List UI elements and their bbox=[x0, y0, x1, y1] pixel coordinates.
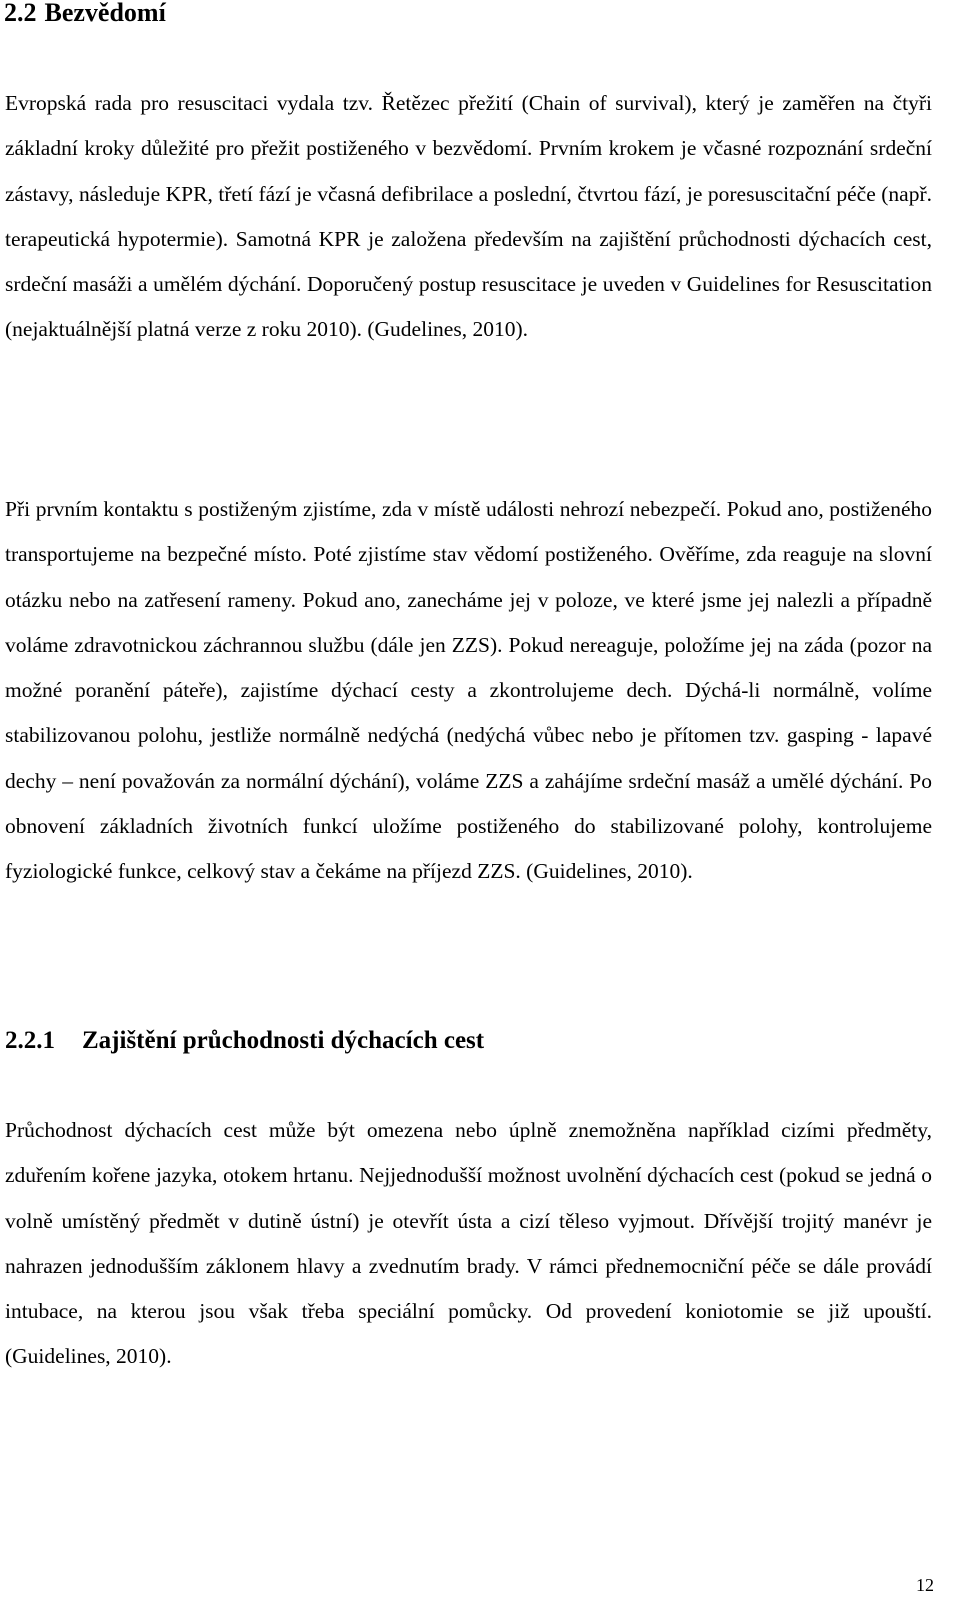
page-number: 12 bbox=[916, 1575, 934, 1595]
subsection-number: 2.2.1 bbox=[5, 1027, 55, 1054]
paragraph-first-contact: Při prvním kontaktu s postiženým zjistíme, zda v místě události nehrozí nebezpečí. Pokud ano, postiženého transportujeme na bezpečné místo. Poté zjistíme stav vědomí postiženého. Ověříme, zda reaguje na slovní otázku nebo na zatřesení rameny. Pokud ano, zanecháme jej v poloze, ve které jsme jej nalezli a případně voláme zdravotnickou záchrannou službu (dále jen ZZS). Pokud nereaguje, položíme jej na záda (pozor na možné poranění páteře), zajistíme dýchací cesty a zkontrolujeme dech. Dýchá-li normálně, volíme stabilizovanou polohu, jestliže normálně nedýchá (nedýchá vůbec nebo je přítomen tzv. gasping - lapavé dechy – není považován za normální dýchání), voláme ZZS a zahájíme srdeční masáž a umělé dýchání. Po obnovení základních životních funkcí uložíme postiženého do stabilizované polohy, kontrolujeme fyziologické funkce, celkový stav a čekáme na příjezd ZZS. (Guidelines, 2010). bbox=[5, 497, 932, 884]
paragraph-airway: Průchodnost dýchacích cest může být omezena nebo úplně znemožněna například cizími předměty, zduřením kořene jazyka, otokem hrtanu. Nejjednodušší možnost uvolnění dýchacích cest (pokud se jedná o volně umístěný předmět v dutině ústní) je otevřít ústa a cizí těleso vyjmout. Dřívější trojitý manévr je nahrazen jednodušším záklonem hlavy a zvednutím brady. V rámci přednemocniční péče se dále provádí intubace, na kterou jsou však třeba speciální pomůcky. Od provedení koniotomie se již upouští. (Guidelines, 2010). bbox=[5, 1118, 932, 1369]
subsection-heading bbox=[5, 1026, 484, 1056]
subsection-title: Zajištění průchodnosti dýchacích cest bbox=[82, 1027, 485, 1054]
section-title: Bezvědomí bbox=[44, 0, 166, 27]
paragraph-chain-of-survival: Evropská rada pro resuscitaci vydala tzv. Řetězec přežití (Chain of survival), který je zaměřen na čtyři základní kroky důležité pro přežit postiženého v bezvědomí. Prvním krokem je včasné rozpoznání srdeční zástavy, následuje KPR, třetí fází je včasná defibrilace a poslední, čtvrtou fází, je poresuscitační péče (např. terapeutická hypotermie). Samotná KPR je založena především na zajištění průchodnosti dýchacích cest, srdeční masáži a umělém dýchání. Doporučený postup resuscitace je uveden v Guidelines for Resuscitation (nejaktuálnější platná verze z roku 2010). (Gudelines, 2010). bbox=[5, 91, 932, 342]
section-heading bbox=[4, 0, 166, 28]
section-number: 2.2 bbox=[4, 0, 37, 27]
